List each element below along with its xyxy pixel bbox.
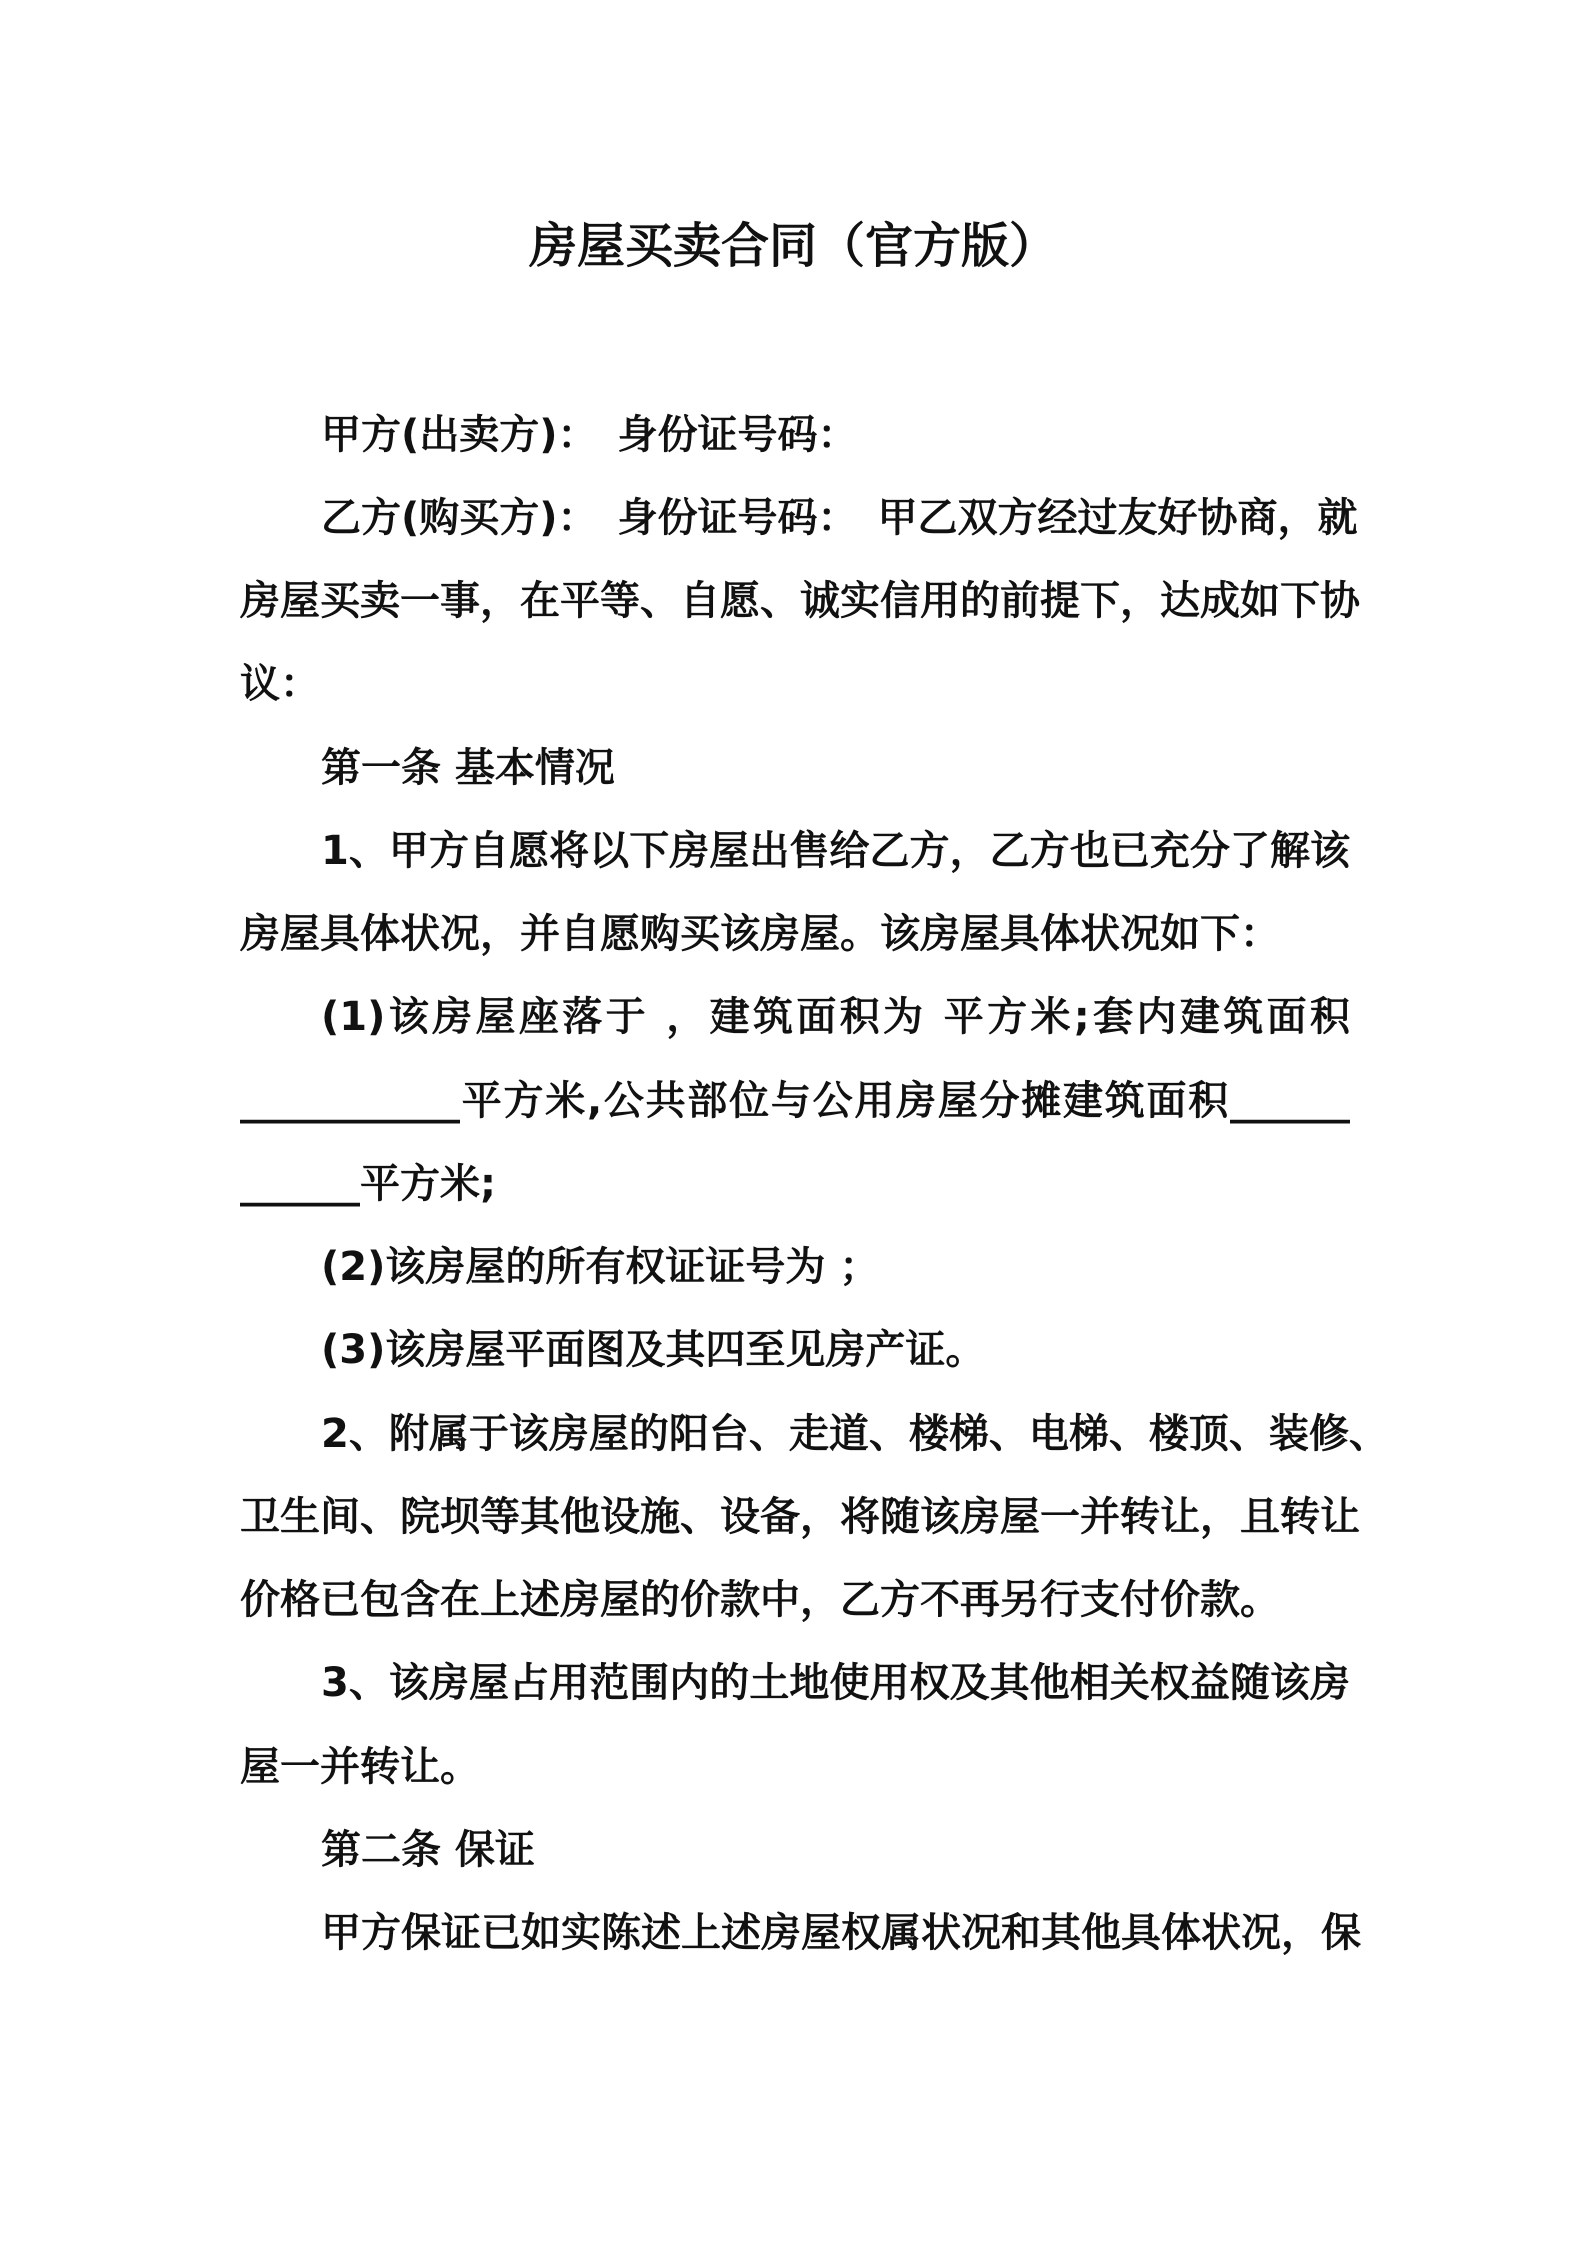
clause-1-line: 1、甲方自愿将以下房屋出售给乙方，乙方也已充分了解该 xyxy=(321,828,1350,874)
item-2-line: (2)该房屋的所有权证证号为 ； xyxy=(321,1244,880,1290)
article-2-line: 甲方保证已如实陈述上述房屋权属状况和其他具体状况，保 xyxy=(321,1910,1361,1956)
item-1-line: ___________平方米,公共部位与公用房屋分摊建筑面积______ xyxy=(240,1078,1350,1124)
clause-2-line: 2、附属于该房屋的阳台、走道、楼梯、电梯、楼顶、装修、 xyxy=(321,1411,1389,1457)
item-1-line: ______平方米; xyxy=(240,1161,496,1207)
party-a-line: 甲方(出卖方)： 身份证号码： xyxy=(321,412,858,458)
article-1-heading: 第一条 基本情况 xyxy=(321,745,615,791)
party-b-line: 乙方(购买方)： 身份证号码： 甲乙双方经过友好协商，就 xyxy=(321,495,1358,541)
preamble-line: 房屋买卖一事，在平等、自愿、诚实信用的前提下，达成如下协 xyxy=(240,578,1360,624)
clause-2-line: 价格已包含在上述房屋的价款中，乙方不再另行支付价款。 xyxy=(240,1577,1280,1623)
preamble-end-line: 议： xyxy=(240,661,320,707)
document-title: 房屋买卖合同（官方版） xyxy=(528,218,1057,274)
clause-3-line: 3、该房屋占用范围内的土地使用权及其他相关权益随该房 xyxy=(321,1660,1350,1706)
clause-2-line: 卫生间、院坝等其他设施、设备，将随该房屋一并转让，且转让 xyxy=(240,1494,1360,1540)
clause-3-line: 屋一并转让。 xyxy=(240,1744,480,1790)
article-2-heading: 第二条 保证 xyxy=(321,1827,535,1873)
clause-1-line: 房屋具体状况，并自愿购买该房屋。该房屋具体状况如下： xyxy=(240,911,1280,957)
item-1-line: (1)该房屋座落于 ，建筑面积为 平方米;套内建筑面积 xyxy=(321,994,1350,1040)
item-3-line: (3)该房屋平面图及其四至见房产证。 xyxy=(321,1327,986,1373)
